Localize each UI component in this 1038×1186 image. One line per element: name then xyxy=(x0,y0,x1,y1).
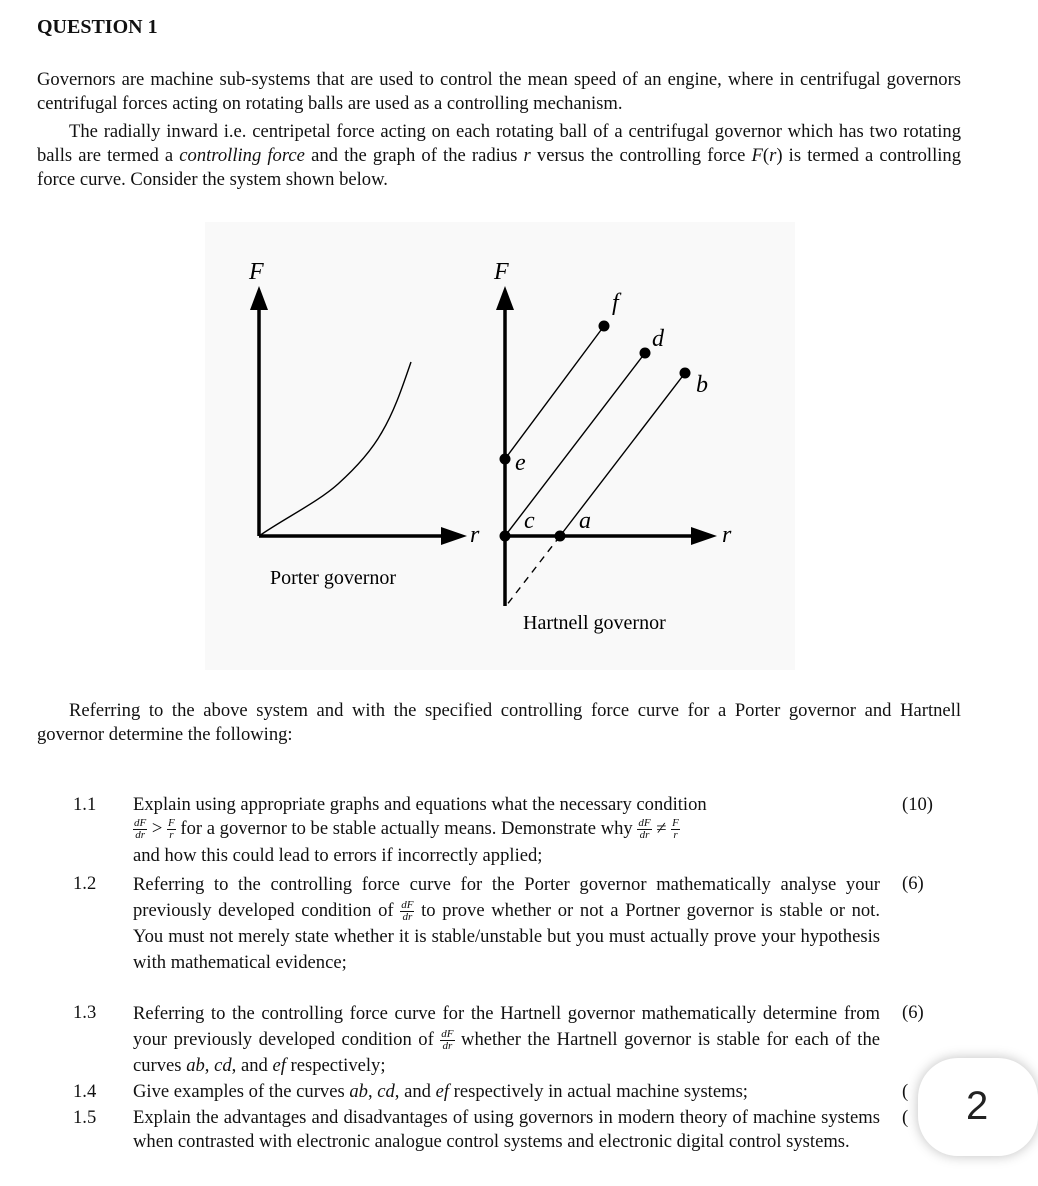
controlling-force-term: controlling force xyxy=(179,145,305,166)
question-number: 1.1 xyxy=(73,794,97,815)
point-f xyxy=(599,321,610,332)
question-text: Explain using appropriate graphs and equations what the necessary condition xyxy=(133,794,707,815)
question-text-line-2: $\frac{dF}{dr}$ > $\frac{F}{r}$ for a governor to be stable actually means. Demonstrate why $\frac{dF}{dr}$ ≠ $\frac{F}{r}$ xyxy=(134,817,679,842)
hartnell-r-label: r xyxy=(722,522,732,548)
porter-f-label: F xyxy=(249,259,264,285)
question-marks: (6) xyxy=(902,873,924,894)
porter-caption: Porter governor xyxy=(270,567,397,589)
question-1-5 xyxy=(0,1106,978,1152)
dF-dr-fraction-2: $\frac{dF}{dr}$ xyxy=(638,817,651,842)
question-text: Referring to the controlling force curve for the Porter governor mathematically analyse your previously developed condition of $\frac{dF}{dr}$ to prove whether or not a Portner governor is stable or not. You must not merely state whether it is stable/unstable but you must actually prove your hypothesis with mathematical evidence; xyxy=(133,874,880,973)
diagram-background xyxy=(205,222,795,670)
label-e: e xyxy=(515,450,526,476)
question-text: Give examples of the curves ab, cd, and ef respectively in actual machine systems; xyxy=(133,1081,748,1102)
hartnell-caption: Hartnell governor xyxy=(523,612,666,634)
label-f: f xyxy=(612,290,619,316)
question-number: 1.3 xyxy=(73,1002,97,1023)
dF-dr-fraction: $\frac{dF}{dr}$ xyxy=(401,899,414,924)
question-1-2 xyxy=(0,872,978,973)
intro-paragraph-2: The radially inward i.e. centripetal force acting on each rotating ball of a centrifugal governor which has two rotating balls are termed a controlling force and the graph of the radius r versus the controlling force F(r) is termed a controlling force curve. Consider the system shown below. xyxy=(37,121,962,190)
intro-paragraph-1: Governors are machine sub-systems that are used to control the mean speed of an engine, where in centrifugal governors centrifugal forces acting on rotating balls are used as a controlling mechanism. xyxy=(37,69,961,114)
question-1-1 xyxy=(0,793,978,866)
point-b xyxy=(680,368,691,379)
F-r-fraction: $\frac{F}{r}$ xyxy=(168,817,175,842)
label-c: c xyxy=(524,508,535,534)
question-number: 1.2 xyxy=(73,873,97,894)
question-marks: ( xyxy=(902,1107,909,1128)
porter-r-label: r xyxy=(470,522,480,548)
question-text: Explain the advantages and disadvantages of using governors in modern theory of machine systems when contrasted with electronic analogue control systems and electronic digital control systems. xyxy=(133,1107,880,1152)
question-number: 1.4 xyxy=(73,1081,97,1102)
question-marks: (6) xyxy=(902,1002,924,1023)
point-d xyxy=(640,348,651,359)
label-d: d xyxy=(652,326,664,352)
dF-dr-fraction: $\frac{dF}{dr}$ xyxy=(134,817,147,842)
question-marks: (10) xyxy=(902,794,933,815)
point-a xyxy=(555,531,566,542)
page-badge[interactable] xyxy=(918,1058,1038,1156)
page-badge-number: 2 xyxy=(966,1084,989,1128)
question-1-4 xyxy=(0,1080,978,1100)
F-r-fraction-2: $\frac{F}{r}$ xyxy=(672,817,679,842)
question-heading: QUESTION 1 xyxy=(37,16,158,38)
question-number: 1.5 xyxy=(73,1107,97,1128)
question-marks: ( xyxy=(902,1081,909,1102)
point-e xyxy=(500,454,511,465)
label-a: a xyxy=(579,508,591,534)
label-b: b xyxy=(696,372,708,398)
followup-paragraph: Referring to the above system and with the specified controlling force curve for a Porter governor and Hartnell governor determine the following: xyxy=(37,700,961,745)
question-text-line-3: and how this could lead to errors if incorrectly applied; xyxy=(133,845,543,866)
question-text: Referring to the controlling force curve for the Hartnell governor mathematically determine from your previously developed condition of $\frac{dF}{dr}$ whether the Hartnell governor is stable for each of the curves ab, cd, and ef respectively; xyxy=(133,1003,880,1076)
hartnell-f-label: F xyxy=(494,259,509,285)
point-c xyxy=(500,531,511,542)
question-1-3 xyxy=(0,1001,978,1076)
dF-dr-fraction: $\frac{dF}{dr}$ xyxy=(441,1028,454,1053)
